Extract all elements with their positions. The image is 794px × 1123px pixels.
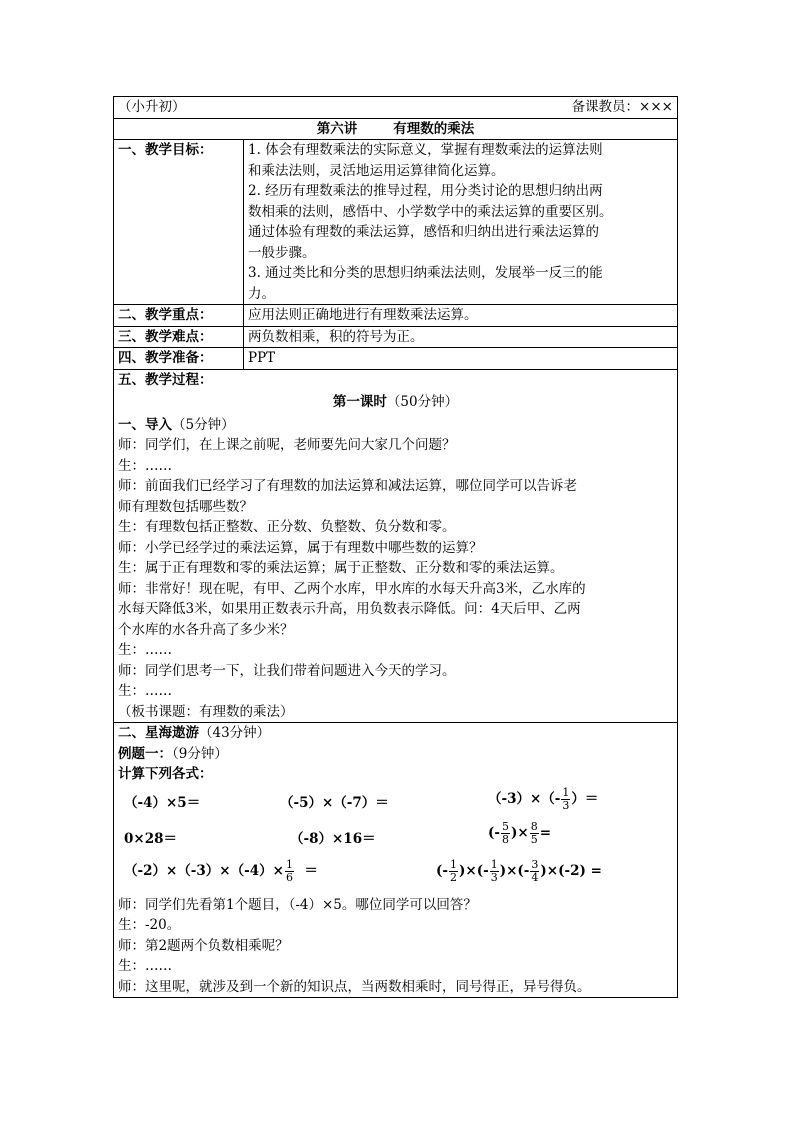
dialogue-line: 师：同学们先看第1个题目，（-4）×5。哪位同学可以回答？ bbox=[118, 896, 477, 913]
fraction: $\frac{1}{3}$ bbox=[562, 785, 570, 812]
goal-line: 通过体验有理数的乘法运算，感悟和归纳出进行乘法运算的 bbox=[248, 224, 599, 240]
period-time: （50分钟） bbox=[386, 394, 459, 410]
explore-title: 二、星海遨游 bbox=[118, 725, 199, 741]
example-heading bbox=[118, 744, 673, 765]
goals-label: 一、教学目标： bbox=[114, 140, 244, 305]
intro-title: 一、导入 bbox=[118, 416, 172, 433]
teacher-field: 备课教员：××× bbox=[244, 97, 678, 119]
dialogue-line: 生：属于正有理数和零的乘法运算；属于正整数、正分数和零的乘法运算。 bbox=[118, 560, 564, 576]
lesson-plan-table bbox=[113, 96, 678, 998]
key-points-label: 二、教学重点： bbox=[114, 305, 244, 327]
period-title: 第一课时 bbox=[332, 394, 387, 410]
goal-line: 3. 通过类比和分类的思想归纳乘法法则，发展举一反三的能 bbox=[248, 265, 603, 281]
process-row bbox=[114, 369, 678, 723]
goal-line: 和乘法法则，灵活地运用运算律简化运算。 bbox=[248, 162, 505, 179]
preparation-label: 四、教学准备： bbox=[114, 348, 244, 370]
lecture-topic: 有理数的乘法 bbox=[393, 120, 475, 137]
header-row bbox=[114, 97, 678, 119]
explore-row bbox=[114, 723, 678, 998]
key-points-row bbox=[114, 305, 678, 327]
exercise-3: （-3）×（- $\frac{1}{3}$ ）＝ bbox=[488, 785, 599, 812]
board-title-note: （板书课题：有理数的乘法） bbox=[118, 703, 294, 720]
lesson-plan-page bbox=[113, 96, 677, 998]
exercise-8: (- $\frac{1}{2}$ )×(- $\frac{1}{3}$ )×(- $\frac{3}{4}$ )×(-2) = bbox=[436, 857, 602, 884]
dialogue-line: 水每天降低3米，如果用正数表示升高，用负数表示降低。问：4天后甲、乙两 bbox=[118, 601, 581, 617]
fraction: $\frac{5}{8}$ bbox=[502, 819, 509, 846]
exercise-row-2 bbox=[118, 821, 673, 855]
process-content bbox=[114, 369, 678, 723]
exercise-5: （-8）×16＝ bbox=[290, 830, 376, 847]
goals-row bbox=[114, 140, 678, 305]
fraction: $\frac{3}{4}$ bbox=[531, 857, 539, 884]
lecture-number: 第六讲 bbox=[316, 120, 358, 137]
dialogue-line: 师：同学们，在上课之前呢，老师要先问大家几个问题？ bbox=[118, 437, 456, 453]
fraction: $\frac{8}{5}$ bbox=[530, 819, 538, 846]
key-points-content: 应用法则正确地进行有理数乘法运算。 bbox=[244, 305, 678, 327]
preparation-row bbox=[114, 348, 678, 370]
preparation-content: PPT bbox=[244, 348, 678, 370]
process-label: 五、教学过程： bbox=[118, 371, 213, 388]
dialogue-line: 生：…… bbox=[118, 683, 172, 699]
example-time: （9分钟） bbox=[172, 745, 228, 762]
fraction: $\frac{1}{6}$ bbox=[285, 857, 293, 884]
goal-line: 力。 bbox=[248, 285, 275, 302]
dialogue-line: 师：这里呢，就涉及到一个新的知识点，当两数相乘时，同号得正，异号得负。 bbox=[118, 978, 591, 995]
level-tag: （小升初） bbox=[114, 97, 244, 119]
exercise-2: （-5）×（-7）＝ bbox=[280, 794, 389, 811]
exercise-7: （-2）×（-3）×（-4）× $\frac{1}{6}$ ＝ bbox=[124, 857, 318, 884]
dialogue-line: 生：-20。 bbox=[118, 917, 181, 933]
dialogue-line: 生：…… bbox=[118, 457, 172, 474]
exercise-row-3 bbox=[118, 855, 673, 895]
dialogue-line: 师：同学们思考一下，让我们带着问题进入今天的学习。 bbox=[118, 662, 456, 679]
lesson-title bbox=[114, 118, 678, 140]
dialogue-line: 生：有理数包括正整数、正分数、负整数、负分数和零。 bbox=[118, 519, 456, 535]
goal-line: 数相乘的法则，感悟中、小学数学中的乘法运算的重要区别。 bbox=[248, 203, 613, 220]
dialogue-line: 个水库的水各升高了多少米？ bbox=[118, 621, 294, 638]
fraction: $\frac{1}{2}$ bbox=[450, 857, 457, 884]
instruction: 计算下列各式： bbox=[118, 766, 213, 782]
explore-heading bbox=[118, 723, 673, 744]
example-title: 例题一： bbox=[118, 745, 172, 762]
exercise-4: 0×28＝ bbox=[124, 830, 177, 847]
period-heading bbox=[118, 392, 673, 413]
difficulties-content: 两负数相乘，积的符号为正。 bbox=[244, 326, 678, 348]
exercise-row-1 bbox=[118, 785, 673, 821]
intro-heading bbox=[118, 415, 673, 436]
dialogue-line: 生：…… bbox=[118, 642, 172, 658]
dialogue-line: 师有理数包括哪些数？ bbox=[118, 498, 253, 515]
fraction: $\frac{1}{3}$ bbox=[490, 857, 498, 884]
title-row bbox=[114, 118, 678, 140]
explore-time: （43分钟） bbox=[199, 725, 271, 741]
goal-line: 一般步骤。 bbox=[248, 244, 316, 261]
intro-time: （5分钟） bbox=[172, 416, 235, 433]
difficulties-row bbox=[114, 326, 678, 348]
explore-content bbox=[114, 723, 678, 998]
exercise-1: （-4）×5＝ bbox=[124, 794, 201, 811]
dialogue-line: 师：前面我们已经学习了有理数的加法运算和减法运算，哪位同学可以告诉老 bbox=[118, 478, 577, 494]
difficulties-label: 三、教学难点： bbox=[114, 326, 244, 348]
dialogue-line: 师：非常好！现在呢，有甲、乙两个水库，甲水库的水每天升高3米，乙水库的 bbox=[118, 580, 586, 597]
goals-content bbox=[244, 140, 678, 305]
dialogue-line: 师：第2题两个负数相乘呢？ bbox=[118, 937, 289, 954]
dialogue-line: 师：小学已经学过的乘法运算，属于有理数中哪些数的运算？ bbox=[118, 539, 483, 556]
exercise-6: (- $\frac{5}{8}$ )× $\frac{8}{5}$ = bbox=[488, 819, 552, 846]
goal-line: 2. 经历有理数乘法的推导过程，用分类讨论的思想归纳出两 bbox=[248, 183, 603, 199]
goal-line: 1. 体会有理数乘法的实际意义，掌握有理数乘法的运算法则 bbox=[248, 142, 603, 158]
dialogue-line: 生：…… bbox=[118, 958, 172, 974]
